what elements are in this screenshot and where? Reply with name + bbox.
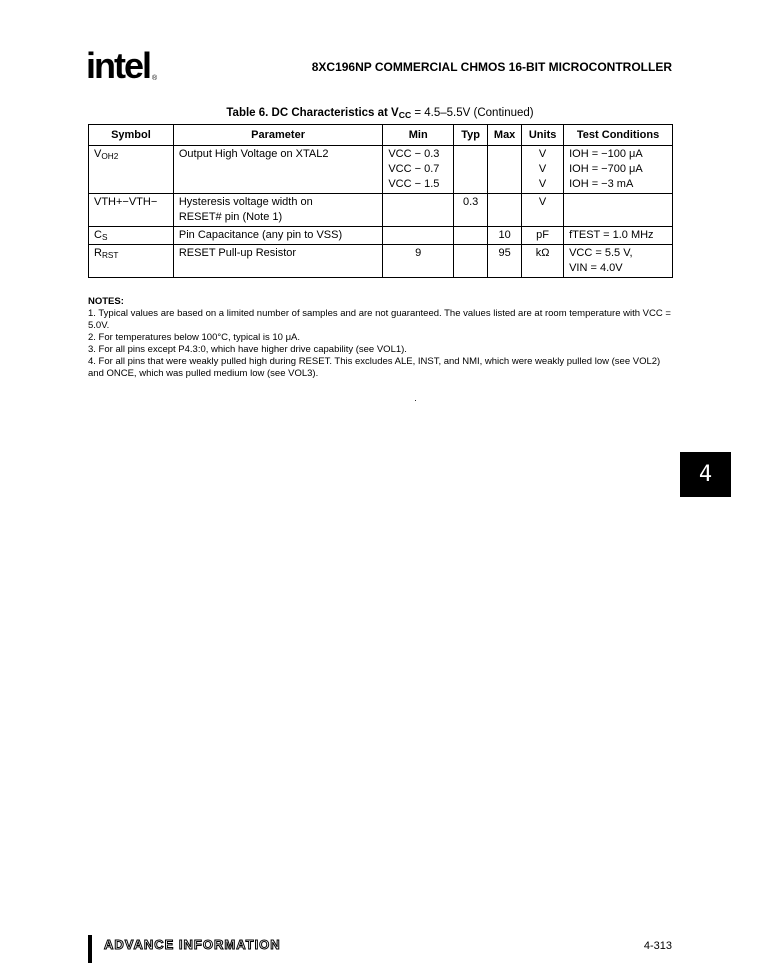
notes-heading: NOTES: <box>88 296 124 307</box>
header-max: Max <box>488 125 522 146</box>
header-symbol: Symbol <box>89 125 174 146</box>
test-conditions-cell: fTEST = 1.0 MHz <box>564 227 673 245</box>
units-cell: V <box>522 194 564 227</box>
symbol-cell: $V_{OH2}$ <box>89 146 174 194</box>
parameter-cell: Hysteresis voltage width on RESET# pin (Note 1) <box>173 194 382 227</box>
intel-logo: intel ® <box>86 45 158 86</box>
units-cell: pF <box>522 227 564 245</box>
footer-bar <box>88 935 92 963</box>
stray-mark: · <box>414 395 417 405</box>
header-typ: Typ <box>454 125 488 146</box>
notes-section <box>88 296 673 380</box>
max-cell <box>488 146 522 194</box>
test-conditions-cell <box>564 194 673 227</box>
typ-cell <box>454 227 488 245</box>
symbol-cell: VTH+−VTH− <box>89 194 174 227</box>
table-row <box>89 245 673 278</box>
note-item: 3. For all pins except P4.3:0, which have higher drive capability (see VOL1). <box>88 344 407 355</box>
header-units: Units <box>522 125 564 146</box>
symbol-cell: $R_{RST}$ <box>89 245 174 278</box>
dc-characteristics-table <box>88 124 673 278</box>
header-min: Min <box>383 125 454 146</box>
min-cell <box>383 227 454 245</box>
max-cell <box>488 194 522 227</box>
page-number: 4-313 <box>643 940 672 952</box>
test-conditions-cell: IOH = −100 μA IOH = −700 μA IOH = −3 mA <box>564 146 673 194</box>
table-row <box>89 194 673 227</box>
table-header-row <box>89 125 673 146</box>
advance-information-label: ADVANCE INFORMATION <box>104 937 281 952</box>
units-cell: V V V <box>522 146 564 194</box>
document-title: 8XC196NP COMMERCIAL CHMOS 16-BIT MICROCONTROLLER <box>311 60 672 74</box>
typ-cell <box>454 146 488 194</box>
parameter-cell: Output High Voltage on XTAL2 <box>173 146 382 194</box>
min-cell: 9 <box>383 245 454 278</box>
table-row <box>89 146 673 194</box>
min-cell <box>383 194 454 227</box>
symbol-cell: $C_S$ <box>89 227 174 245</box>
min-cell: VCC − 0.3 VCC − 0.7 VCC − 1.5 <box>383 146 454 194</box>
parameter-cell: Pin Capacitance (any pin to VSS) <box>173 227 382 245</box>
typ-cell <box>454 245 488 278</box>
note-item: 4. For all pins that were weakly pulled high during RESET. This excludes ALE, INST, and NMI, which were weakly pulled low (see VOL2) and ONCE, which was pulled medium low (see VOL3). <box>88 356 661 379</box>
section-tab: 4 <box>680 452 731 497</box>
header-parameter: Parameter <box>173 125 382 146</box>
table-row <box>89 227 673 245</box>
note-item: 1. Typical values are based on a limited number of samples and are not guaranteed. The values listed are at room temperature with VCC = 5.0V. <box>88 308 671 331</box>
parameter-cell: RESET Pull-up Resistor <box>173 245 382 278</box>
note-item: 2. For temperatures below 100°C, typical is 10 μA. <box>88 332 301 343</box>
typ-cell: 0.3 <box>454 194 488 227</box>
max-cell: 95 <box>488 245 522 278</box>
table-title: Table 6. DC Characteristics at $V_{CC} = 4.5-5.5V$ (Continued) <box>226 107 534 121</box>
max-cell: 10 <box>488 227 522 245</box>
units-cell: kΩ <box>522 245 564 278</box>
test-conditions-cell: VCC = 5.5 V, VIN = 4.0V <box>564 245 673 278</box>
header-test-conditions: Test Conditions <box>564 125 673 146</box>
